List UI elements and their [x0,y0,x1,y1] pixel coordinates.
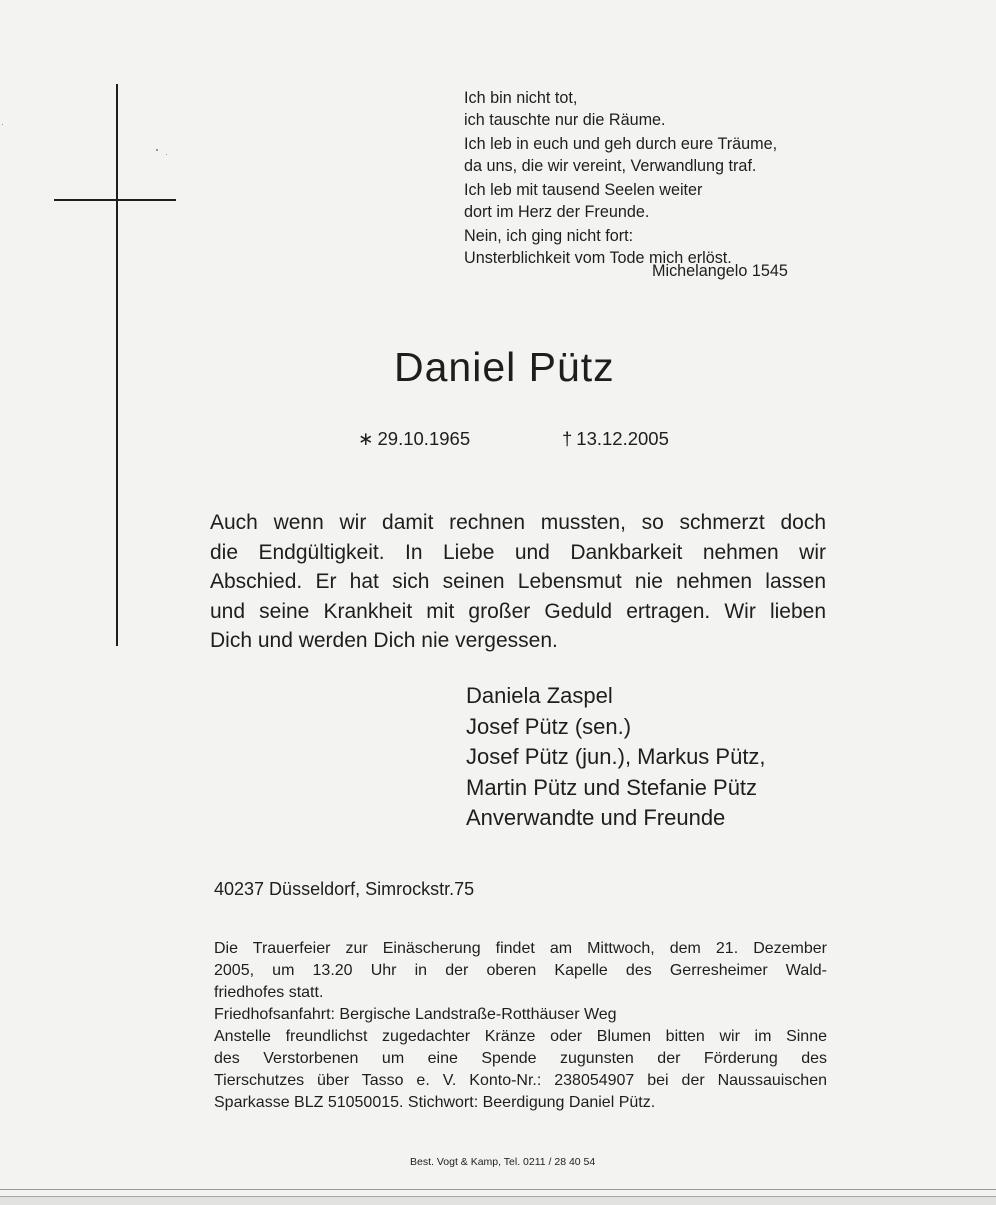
funeral-notice [214,938,827,1114]
poem-line: dort im Herz der Freunde. [464,202,650,221]
notice-line: 2005, um 13.20 Uhr in der oberen Kapelle des Gerresheimer Wald- [214,962,827,979]
poem-line: Unsterblichkeit vom Tode mich erlöst. [464,248,732,267]
notice-line: friedhofes statt. [214,984,324,1001]
cross-icon-vertical-bar [116,84,118,646]
poem-line: da uns, die wir vereint, Verwandlung traf. [464,156,757,175]
poem-author: Michelangelo 1545 [652,262,788,280]
notice-line: Anstelle freundlichst zugedachter Kränze oder Blumen bitten wir im Sinne [214,1028,827,1045]
paper-speck [166,154,167,155]
message-line: die Endgültigkeit. In Liebe und Dankbarkeit nehmen wir [210,540,826,564]
mourner-name: Martin Pütz und Stefanie Pütz [466,774,758,800]
birth-date [358,428,470,450]
mourner-name: Josef Pütz (sen.) [466,713,632,739]
farewell-message [210,508,826,656]
poem-line: Ich bin nicht tot, [464,89,578,107]
notice-line: Friedhofsanfahrt: Bergische Landstraße-Rotthäuser Weg [214,1006,617,1023]
notice-line: Sparkasse BLZ 51050015. Stichwort: Beerdigung Daniel Pütz. [214,1094,656,1111]
paper-speck [2,124,3,125]
poem [464,88,824,280]
poem-stanza [464,180,824,223]
cross-icon-horizontal-bar [54,199,176,201]
paper-speck [156,149,158,151]
asterisk-icon: ∗ [358,428,374,449]
message-line: Auch wenn wir damit rechnen mussten, so schmerzt doch [210,511,826,534]
poem-stanza [464,134,824,177]
poem-line: Ich leb mit tausend Seelen weiter [464,181,703,199]
mourner-name: Anverwandte und Freunde [466,805,726,830]
death-date [562,428,669,450]
mourners-list [466,681,766,834]
notice-line: Die Trauerfeier zur Einäscherung findet am Mittwoch, dem 21. Dezember [214,940,827,957]
birth-date-value: 29.10.1965 [377,428,471,449]
death-date-value: 13.12.2005 [576,428,669,449]
family-address: 40237 Düsseldorf, Simrockstr.75 [214,879,475,899]
printer-credit: Best. Vogt & Kamp, Tel. 0211 / 28 40 54 [410,1156,596,1168]
poem-line: Nein, ich ging nicht fort: [464,227,634,245]
scan-edge-line [0,1189,996,1190]
deceased-name: Daniel Pütz [394,344,615,390]
poem-line: ich tauschte nur die Räume. [464,110,666,129]
poem-stanza [464,88,824,131]
notice-line: des Verstorbenen um eine Spende zugunsten der Förderung des [214,1050,827,1067]
message-line: Abschied. Er hat sich seinen Lebensmut nie nehmen lassen [210,570,826,593]
notice-line: Tierschutzes über Tasso e. V. Konto-Nr.: 238054907 bei der Naussauischen [214,1072,827,1089]
message-line: und seine Krankheit mit großer Geduld ertragen. Wir lieben [210,599,826,623]
dagger-icon: † [562,428,573,449]
poem-line: Ich leb in euch und geh durch eure Träume, [464,135,778,153]
message-line: Dich und werden Dich nie vergessen. [210,629,558,652]
mourner-name: Josef Pütz (jun.), Markus Pütz, [466,744,766,769]
mourner-name: Daniela Zaspel [466,683,613,708]
